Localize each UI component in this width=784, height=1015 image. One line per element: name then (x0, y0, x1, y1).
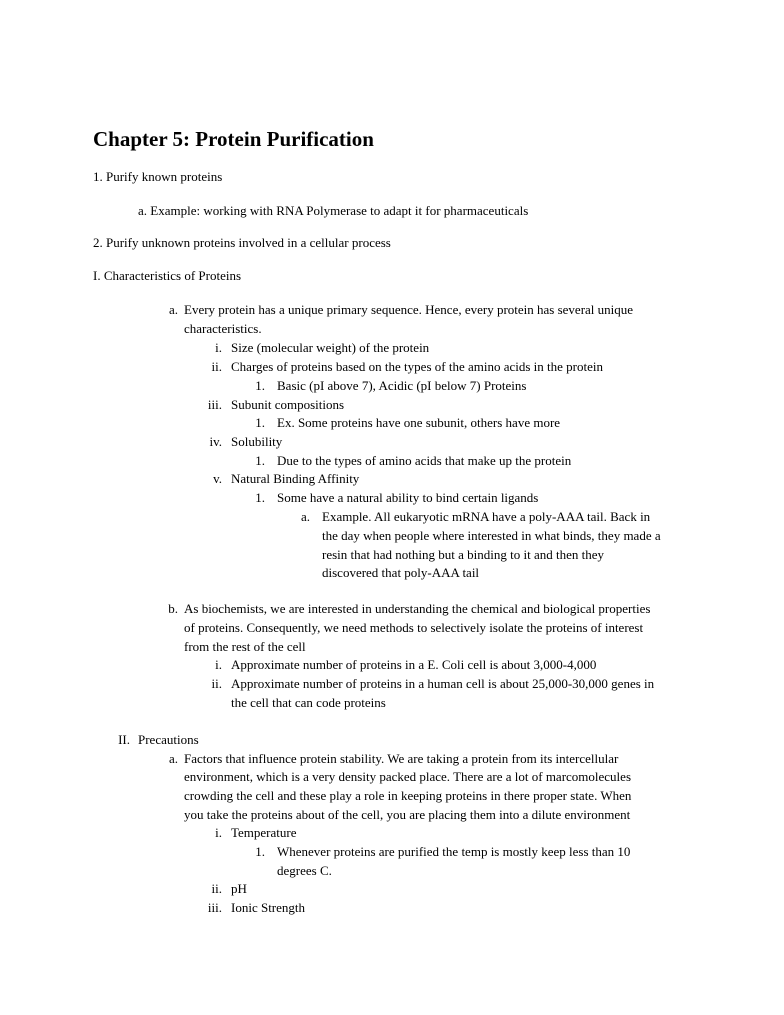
paragraph-line: characteristics. (184, 321, 262, 336)
list-item: degrees C. (277, 863, 332, 878)
list-marker: 1. (255, 378, 265, 393)
list-item: pH (231, 881, 247, 896)
list-item: Whenever proteins are purified the temp is mostly keep less than 10 (277, 844, 631, 859)
paragraph-line: Example. All eukaryotic mRNA have a poly-AAA tail. Back in (322, 509, 651, 524)
paragraph-line: Every protein has a unique primary sequence. Hence, every protein has several unique (184, 302, 634, 317)
paragraph-line: discovered that poly-AAA tail (322, 565, 480, 580)
intro-item-1: 1. Purify known proteins (93, 169, 223, 184)
list-item: the cell that can code proteins (231, 695, 386, 710)
list-marker: a. (168, 751, 178, 766)
list-item: Approximate number of proteins in a E. Coli cell is about 3,000-4,000 (231, 657, 597, 672)
list-item: Basic (pI above 7), Acidic (pI below 7) Proteins (277, 378, 527, 393)
list-item: Due to the types of amino acids that make up the protein (277, 453, 572, 468)
list-marker: i. (215, 657, 222, 672)
list-item: Ionic Strength (231, 900, 306, 915)
list-item: Solubility (231, 434, 283, 449)
section-heading-characteristics: I. Characteristics of Proteins (93, 268, 242, 283)
paragraph-line: from the rest of the cell (184, 639, 306, 654)
list-marker: iv. (209, 434, 222, 449)
list-marker: 1. (255, 490, 265, 505)
list-marker: v. (213, 471, 222, 486)
list-item: Ex. Some proteins have one subunit, others have more (277, 415, 561, 430)
paragraph-line: resin that had nothing but a binding to it and then they (322, 547, 604, 562)
list-item: Subunit compositions (231, 397, 345, 412)
paragraph-line: of proteins. Consequently, we need methods to selectively isolate the proteins of interest (184, 620, 644, 635)
list-marker: i. (215, 825, 222, 840)
list-marker: 1. (255, 844, 265, 859)
list-marker: ii. (211, 359, 222, 374)
list-marker: 1. (255, 453, 265, 468)
paragraph-line: As biochemists, we are interested in understanding the chemical and biological properties (184, 601, 651, 616)
list-marker: II. (118, 732, 130, 747)
intro-item-2: 2. Purify unknown proteins involved in a cellular process (93, 235, 391, 250)
paragraph-line: environment, which is a very density packed place. There are a lot of marcomolecules (184, 769, 632, 784)
list-marker: 1. (255, 415, 265, 430)
page-title: Chapter 5: Protein Purification (93, 127, 374, 151)
intro-item-1a: a. Example: working with RNA Polymerase to adapt it for pharmaceuticals (138, 203, 529, 218)
list-marker: ii. (211, 676, 222, 691)
section-heading-precautions: Precautions (138, 732, 199, 747)
paragraph-line: crowding the cell and these play a role in keeping proteins in there proper state. When (184, 788, 632, 803)
list-marker: iii. (207, 397, 222, 412)
list-item: Approximate number of proteins in a human cell is about 25,000-30,000 genes in (231, 676, 655, 691)
list-item: Natural Binding Affinity (231, 471, 360, 486)
list-marker: ii. (211, 881, 222, 896)
list-item: Charges of proteins based on the types of the amino acids in the protein (231, 359, 603, 374)
list-item: Temperature (231, 825, 297, 840)
list-marker: i. (215, 340, 222, 355)
list-marker: iii. (207, 900, 222, 915)
paragraph-line: you take the proteins about of the cell, you are placing them into a dilute environment (184, 807, 631, 822)
list-marker: b. (168, 601, 178, 616)
list-marker: a. (168, 302, 178, 317)
list-item: Size (molecular weight) of the protein (231, 340, 430, 355)
list-marker: a. (300, 509, 310, 524)
paragraph-line: Factors that influence protein stability. We are taking a protein from its intercellular (184, 751, 619, 766)
paragraph-line: the day when people where interested in what binds, they made a (322, 528, 661, 543)
list-item: Some have a natural ability to bind certain ligands (277, 490, 539, 505)
